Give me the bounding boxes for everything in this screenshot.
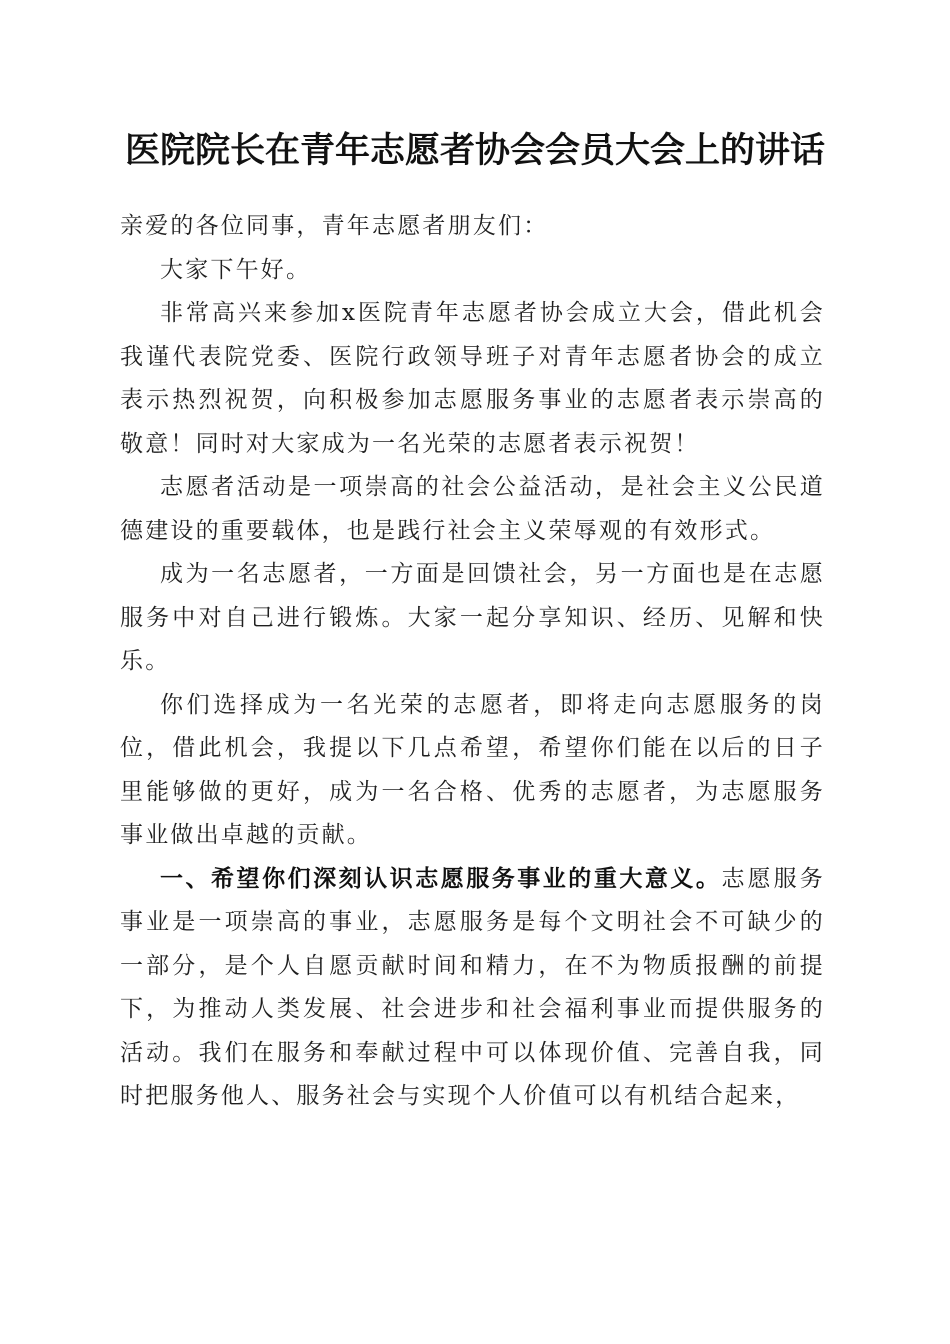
paragraph-section-one: [120, 858, 825, 1119]
section-one-text: 志愿服务事业是一项崇高的事业，志愿服务是每个文明社会不可缺少的一部分，是个人自愿贡献时间和精力，在不为物质报酬的前提下，为推动人类发展、社会进步和社会福利事业而提供服务的活动。我们在服务和奉献过程中可以体现价值、完善自我，同时把服务他人、服务社会与实现个人价值可以有机结合起来，: [120, 865, 825, 1109]
section-one-heading: 一、希望你们深刻认识志愿服务事业的重大意义。: [160, 865, 722, 892]
document-title: 医院院长在青年志愿者协会会员大会上的讲话: [124, 130, 825, 171]
salutation: 亲爱的各位同事，青年志愿者朋友们：: [120, 213, 549, 239]
paragraph-becoming-volunteer: 成为一名志愿者，一方面是回馈社会，另一方面也是在志愿服务中对自己进行锻炼。大家一起分享知识、经历、见解和快乐。: [120, 561, 825, 674]
paragraph-hopes: 你们选择成为一名光荣的志愿者，即将走向志愿服务的岗位，借此机会，我提以下几点希望，希望你们能在以后的日子里能够做的更好，成为一名合格、优秀的志愿者，为志愿服务事业做出卓越的贡献。: [120, 691, 825, 848]
document-body: [120, 205, 825, 1119]
greeting: 大家下午好。: [160, 256, 312, 283]
paragraph-congratulations: 非常高兴来参加x医院青年志愿者协会成立大会，借此机会我谨代表院党委、医院行政领导班子对青年志愿者协会的成立表示热烈祝贺，向积极参加志愿服务事业的志愿者表示崇高的敬意！同时对大家成为一名光荣的志愿者表示祝贺！: [120, 300, 825, 457]
paragraph-volunteer-activity: 志愿者活动是一项崇高的社会公益活动，是社会主义公民道德建设的重要载体，也是践行社会主义荣辱观的有效形式。: [120, 474, 825, 544]
